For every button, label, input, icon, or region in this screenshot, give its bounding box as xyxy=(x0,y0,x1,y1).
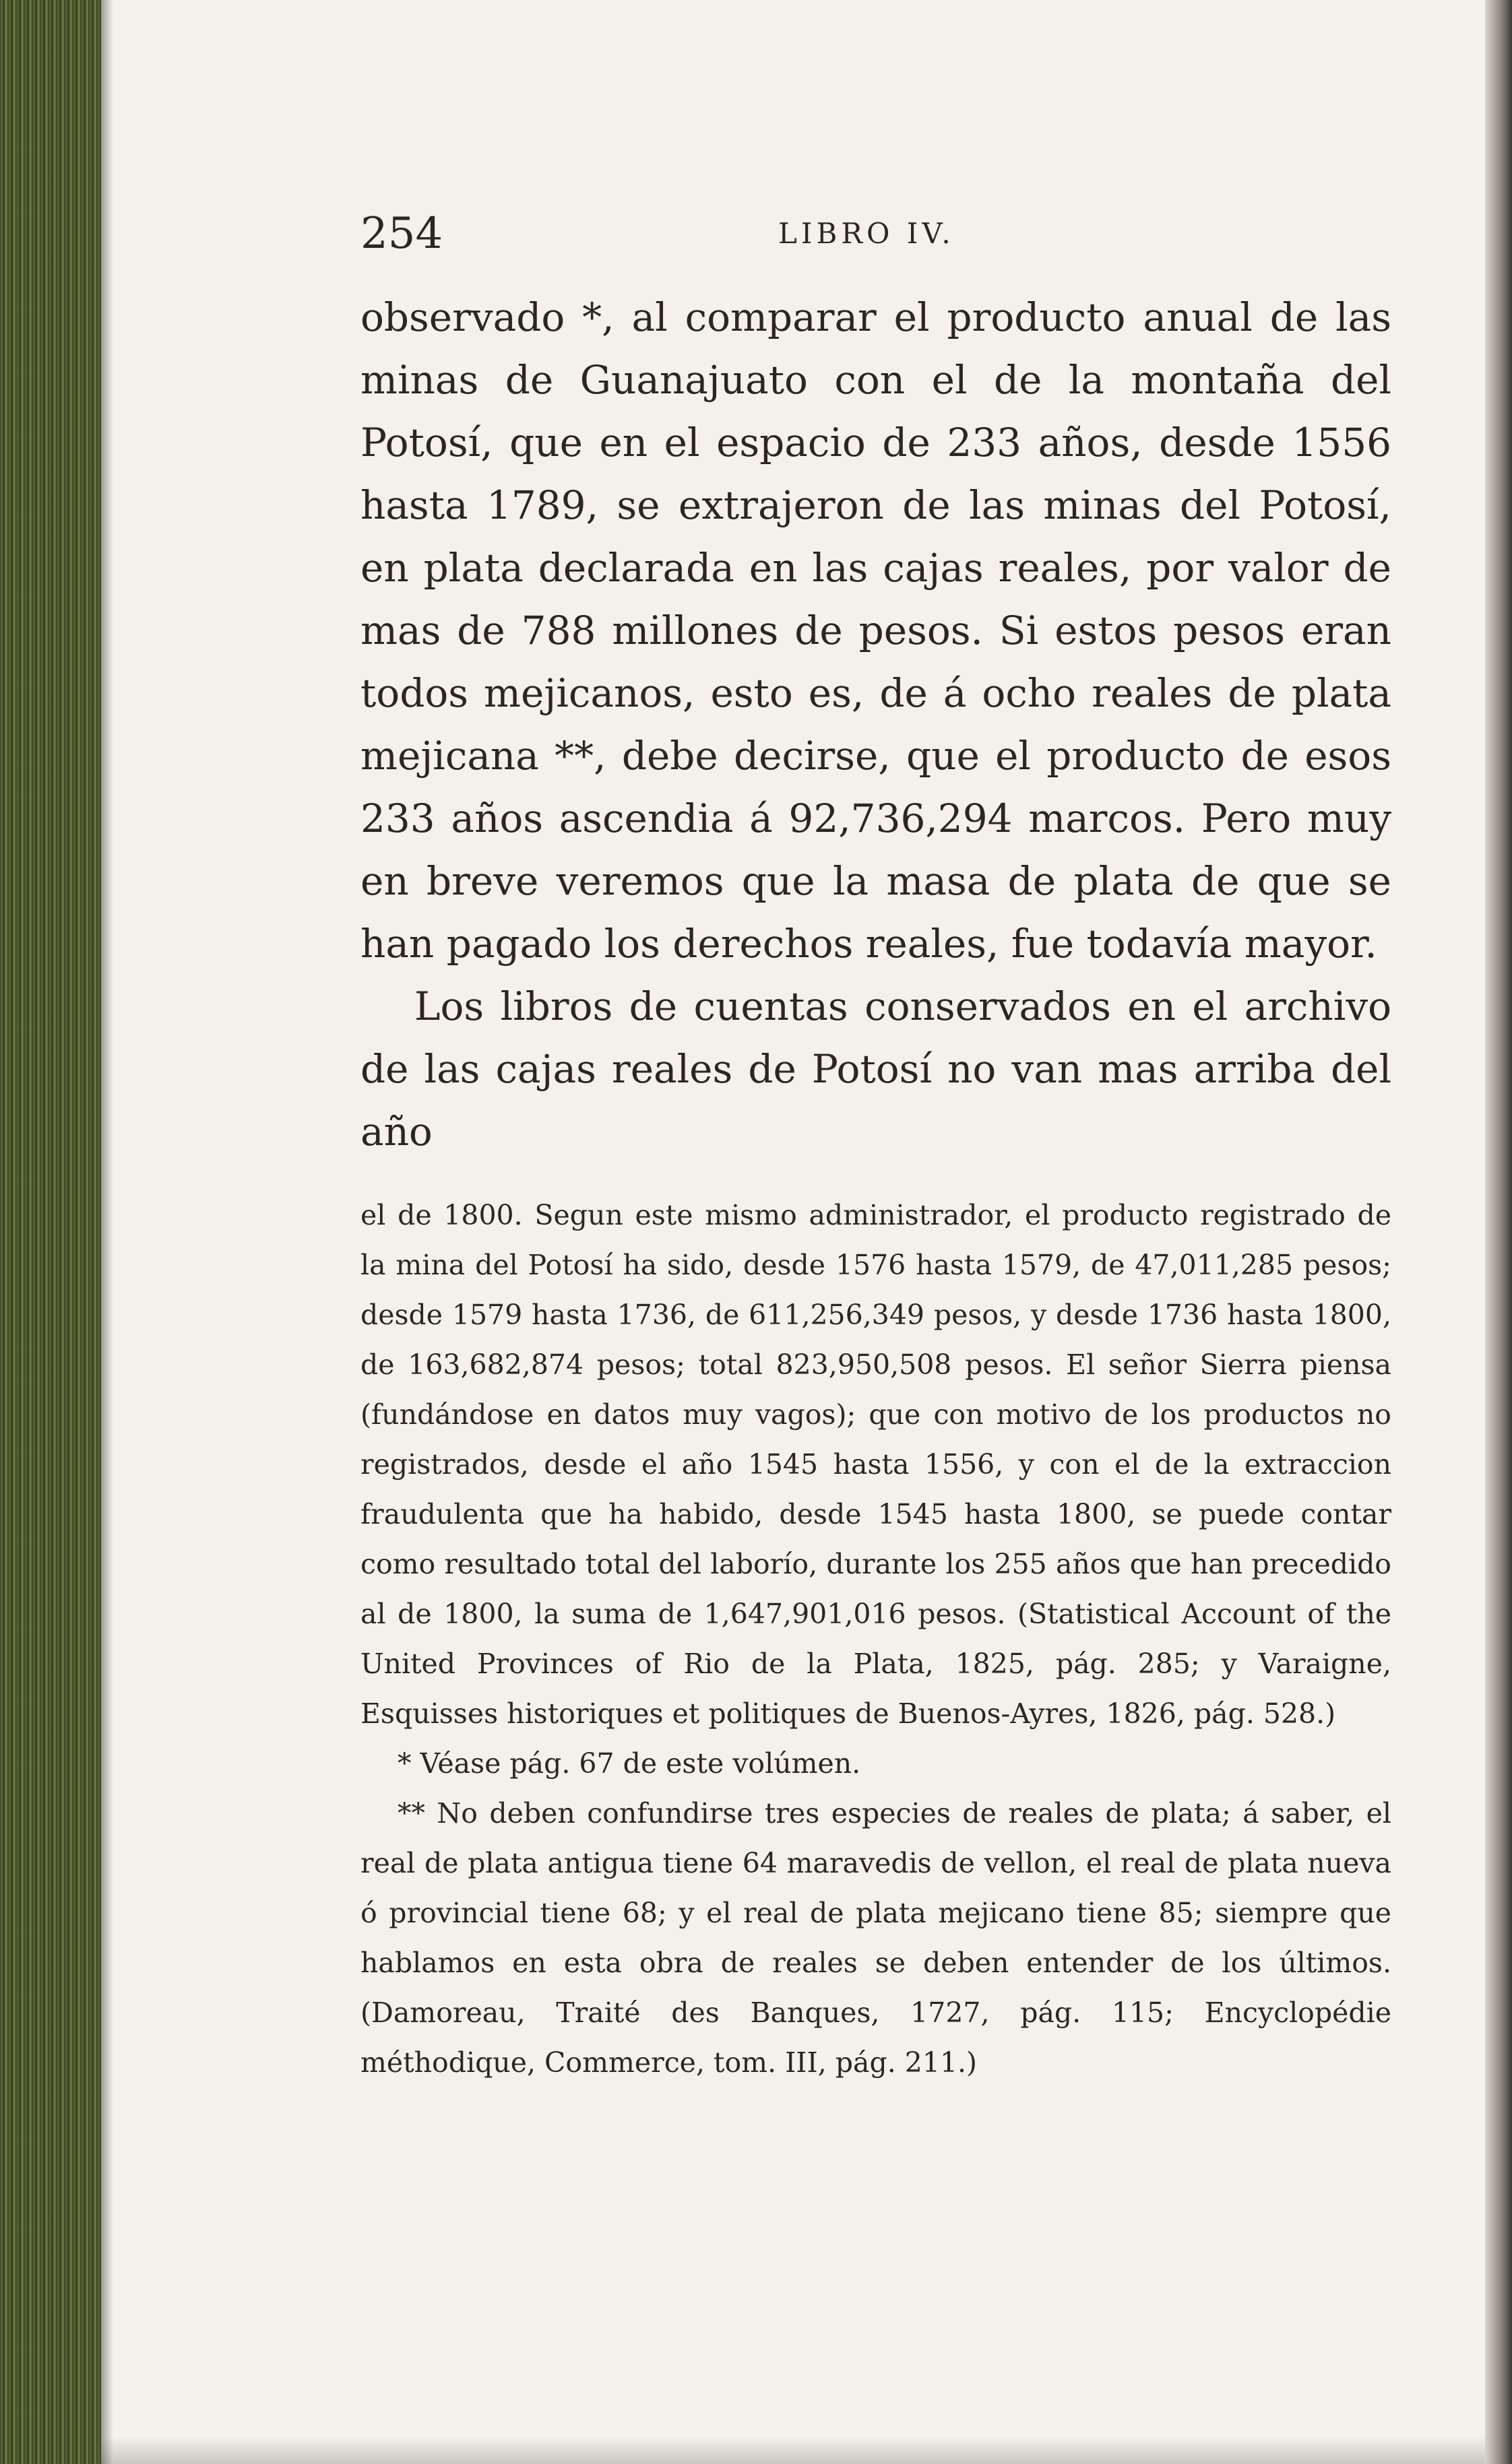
footnotes xyxy=(360,1190,1391,2087)
page-content xyxy=(360,209,1391,2087)
body-text xyxy=(360,286,1391,1163)
body-paragraph: observado *, al comparar el producto anual de las minas de Guanajuato con el de la montaña del Potosí, que en el espacio de 233 años, desde 1556 hasta 1789, se extrajeron de las minas del Potosí, en plata declarada en las cajas reales, por valor de mas de 788 millones de pesos. Si estos pesos eran todos mejicanos, esto es, de á ocho reales de plata mejicana **, debe decirse, que el producto de esos 233 años ascendia á 92,736,294 marcos. Pero muy en breve veremos que la masa de plata de que se han pagado los derechos reales, fue todavía mayor. xyxy=(360,294,1391,967)
book-gutter-shadow xyxy=(1485,0,1512,2464)
body-paragraph: Los libros de cuentas conservados en el archivo de las cajas reales de Potosí no van mas arriba del año xyxy=(360,983,1391,1155)
running-title: LIBRO IV. xyxy=(778,217,955,250)
footnote: ** No deben confundirse tres especies de reales de plata; á saber, el real de plata antigua tiene 64 maravedis de vellon, el real de plata nueva ó provincial tiene 68; y el real de plata mejicano tiene 85; siempre que hablamos en esta obra de reales se deben entender de los últimos. (Damoreau, Traité des Banques, 1727, pág. 115; Encyclopédie méthodique, Commerce, tom. III, pág. 211.) xyxy=(360,1797,1391,2079)
page-bottom-shadow xyxy=(101,2437,1485,2464)
running-head xyxy=(360,209,1391,263)
page-number: 254 xyxy=(360,209,443,259)
book-page-edge xyxy=(0,0,101,2464)
footnote-continuation: el de 1800. Segun este mismo administrador, el producto registrado de la mina del Potosí ha sido, desde 1576 hasta 1579, de 47,011,285 pesos; desde 1579 hasta 1736, de 611,256,349 pesos, y desde 1736 hasta 1800, de 163,682,874 pesos; total 823,950,508 pesos. El señor Sierra piensa (fundándose en datos muy vagos); que con motivo de los productos no registrados, desde el año 1545 hasta 1556, y con el de la extraccion fraudulenta que ha habido, desde 1545 hasta 1800, se puede contar como resultado total del laborío, durante los 255 años que han precedido al de 1800, la suma de 1,647,901,016 pesos. (Statistical Account of the United Provinces of Rio de la Plata, 1825, pág. 285; y Varaigne, Esquisses historiques et politiques de Buenos-Ayres, 1826, pág. 528.) xyxy=(360,1199,1391,1730)
footnote: * Véase pág. 67 de este volúmen. xyxy=(398,1747,861,1780)
